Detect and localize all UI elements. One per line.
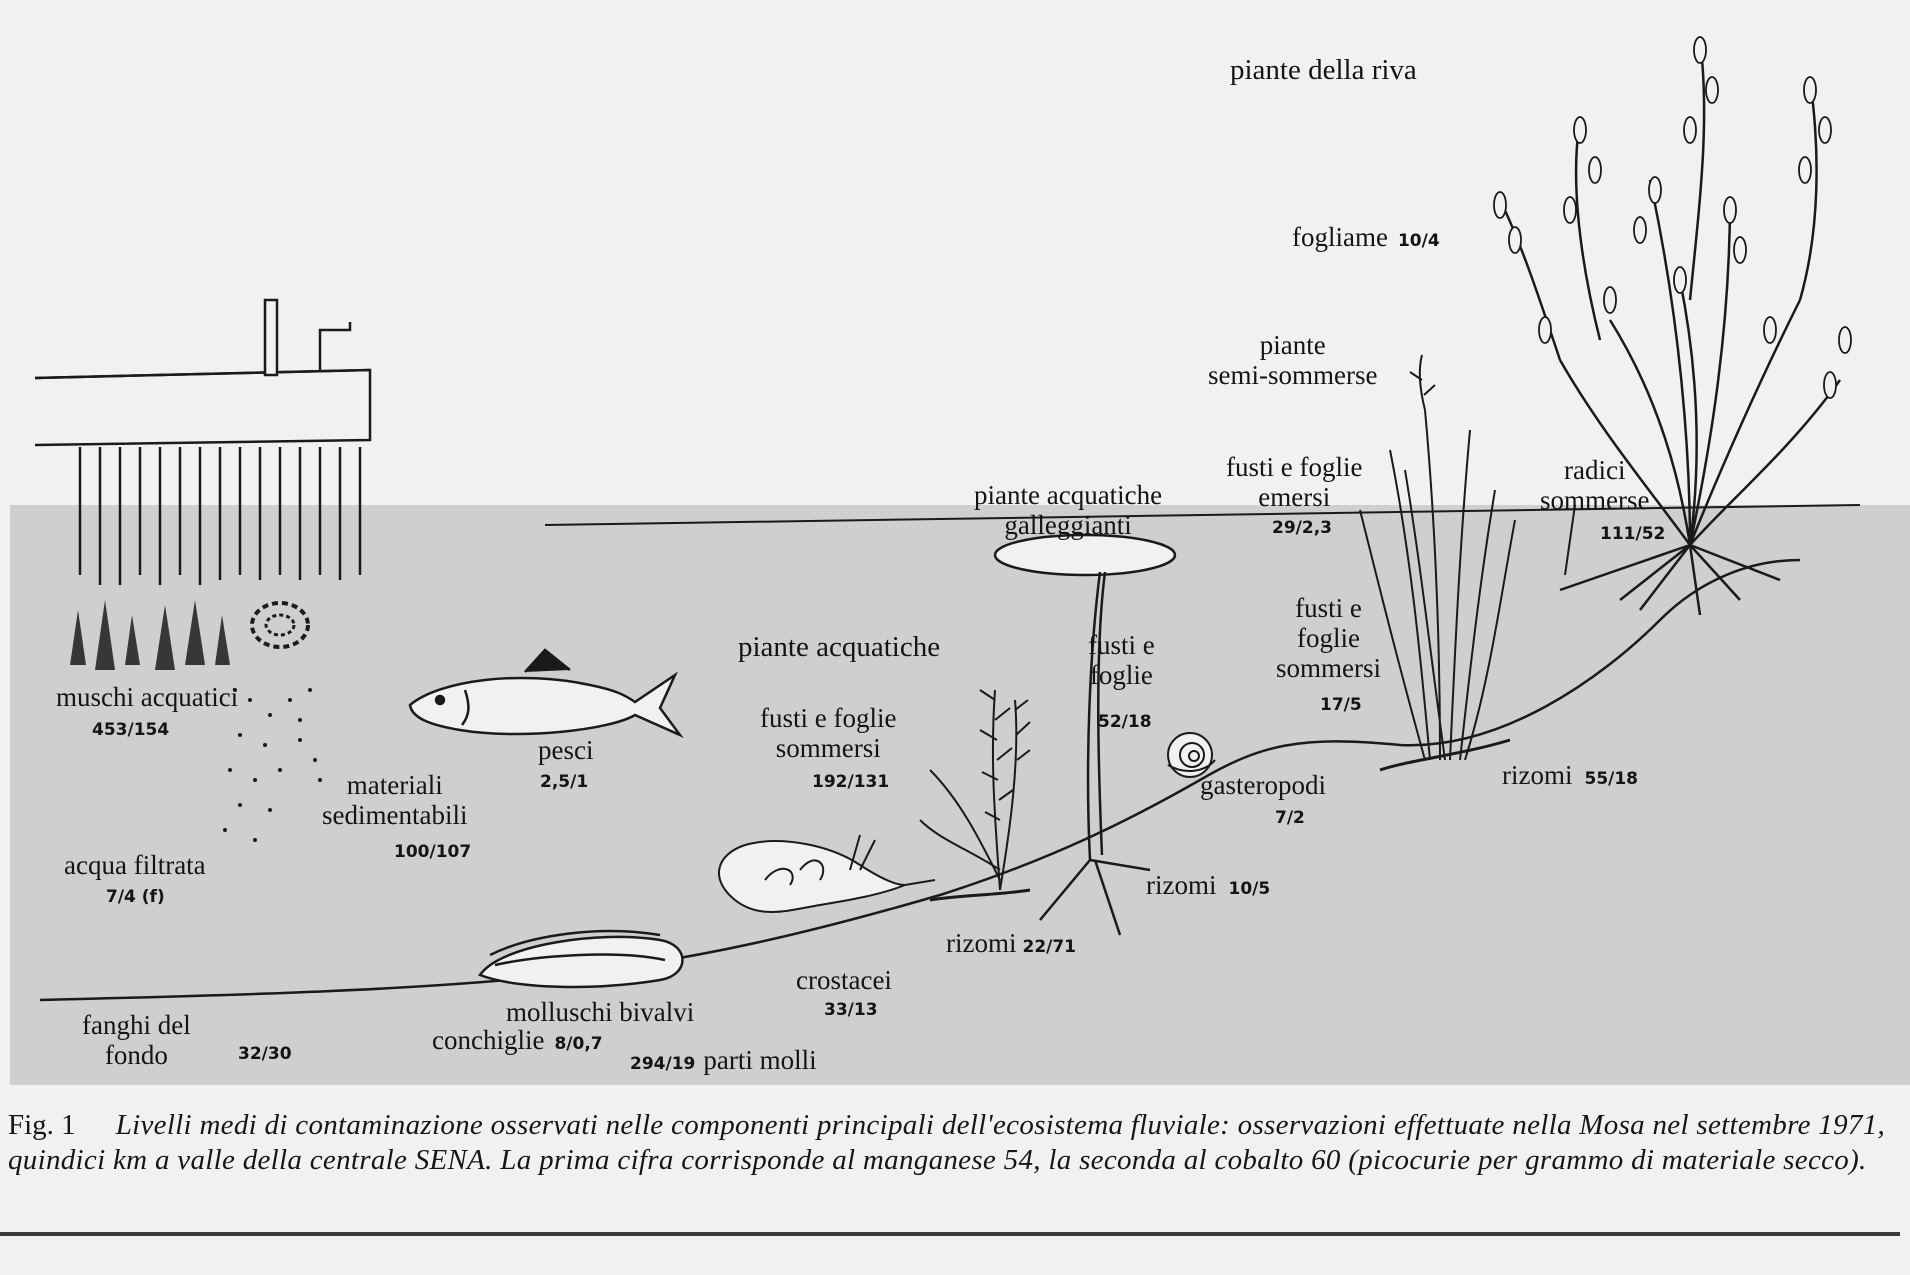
label-rhizomes-right: rizomi 55/18 xyxy=(1502,760,1639,790)
label-semi-submerged: piante semi-sommerse xyxy=(1208,330,1378,390)
label-foliage: fogliame 10/4 xyxy=(1292,222,1440,252)
value-bottom-mud: 32/30 xyxy=(238,1044,292,1064)
value-rhizomes-right: 55/18 xyxy=(1584,769,1639,789)
label-submerged-roots: radici sommerse xyxy=(1540,455,1650,515)
caption-text: Livelli medi di contaminazione osservati nelle componenti principali dell'ecosistema fluviale: osservazioni effettuate nella Mosa nel settembre 1971, quindici km a valle della centrale SENA. La prima cifra corrisponde al manganese 54, la seconda al cobalto 60 (picocurie per grammo di materiale secco). xyxy=(8,1109,1886,1176)
label-submerged-stems-mid: fusti e foglie sommersi xyxy=(760,703,897,763)
value-shells: 8/0,7 xyxy=(554,1034,603,1054)
value-submerged-roots: 111/52 xyxy=(1600,524,1666,544)
value-soft-parts: 294/19 xyxy=(630,1054,696,1074)
value-submerged-stems-mid: 192/131 xyxy=(812,772,890,792)
label-sediment: materiali sedimentabili xyxy=(322,770,468,830)
label-bivalves: molluschi bivalvi xyxy=(506,997,695,1027)
value-emergent-stems: 29/2,3 xyxy=(1272,518,1332,538)
label-submerged-stems-right: fusti e foglie sommersi xyxy=(1276,593,1381,683)
value-submerged-stems-right: 17/5 xyxy=(1320,695,1362,715)
label-floating-plants: piante acquatiche galleggianti xyxy=(974,480,1163,540)
value-floating-stems: 52/18 xyxy=(1098,712,1152,732)
label-bottom-mud: fanghi del fondo xyxy=(82,1010,191,1070)
label-shore-plants: piante della riva xyxy=(1230,54,1417,86)
figure-number: Fig. 1 xyxy=(8,1109,76,1141)
value-gastropods: 7/2 xyxy=(1275,808,1305,828)
value-rhizomes-mid: 10/5 xyxy=(1228,879,1271,899)
caption-rule xyxy=(0,1232,1900,1236)
label-aquatic-plants: piante acquatiche xyxy=(738,631,941,663)
value-aquatic-mosses: 453/154 xyxy=(92,720,170,740)
figure-caption xyxy=(8,1108,1898,1178)
value-fish: 2,5/1 xyxy=(540,772,589,792)
label-soft-parts: 294/19 parti molli xyxy=(630,1045,817,1075)
label-gastropods: gasteropodi xyxy=(1200,770,1326,800)
label-rhizomes-left: rizomi 22/71 xyxy=(946,928,1077,958)
label-emergent-stems: fusti e foglie emersi xyxy=(1226,452,1363,512)
river-water xyxy=(10,505,1910,1085)
value-foliage: 10/4 xyxy=(1397,231,1440,251)
label-aquatic-mosses: muschi acquatici xyxy=(56,682,239,712)
label-shells: conchiglie 8/0,7 xyxy=(432,1025,603,1055)
value-crustaceans: 33/13 xyxy=(824,1000,878,1020)
label-floating-stems: fusti e foglie xyxy=(1088,630,1155,690)
label-fish: pesci xyxy=(538,735,594,765)
label-crustaceans: crostacei xyxy=(796,965,892,995)
label-filtered-water: acqua filtrata xyxy=(64,850,206,880)
value-filtered-water: 7/4 (f) xyxy=(106,887,165,907)
label-rhizomes-mid: rizomi 10/5 xyxy=(1146,870,1271,900)
value-sediment: 100/107 xyxy=(394,842,472,862)
value-rhizomes-left: 22/71 xyxy=(1022,937,1077,957)
